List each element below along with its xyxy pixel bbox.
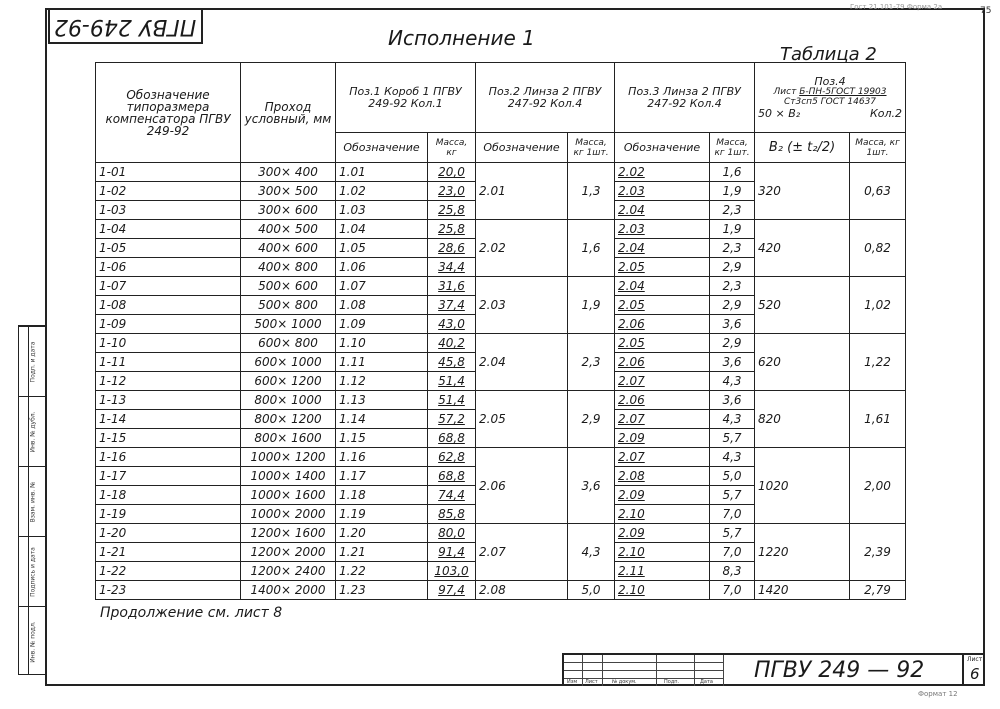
cell-pos1-designation: 1.18 xyxy=(336,486,428,505)
pos4-size: 50 × B₂ xyxy=(758,106,801,120)
cell-pos1-mass: 68,8 xyxy=(428,429,476,448)
cell-pos3-designation: 2.11 xyxy=(615,562,710,581)
cell-pos1-mass: 40,2 xyxy=(428,334,476,353)
cell-pos1-designation: 1.04 xyxy=(336,220,428,239)
table-row xyxy=(96,524,906,543)
cell-pos3-designation: 2.03 xyxy=(615,182,710,201)
cell-designation: 1-11 xyxy=(96,353,241,372)
sheet-number: 6 xyxy=(970,665,980,683)
cell-pos3-designation: 2.03 xyxy=(615,220,710,239)
format-label: Формат 12 xyxy=(918,690,958,698)
side-cell: Инв. № дубл. xyxy=(19,396,46,466)
pos4-std: Ст3сп5 ГОСТ 14637 xyxy=(783,96,877,107)
cell-pos3-designation: 2.09 xyxy=(615,524,710,543)
cell-passage: 1400× 2000 xyxy=(241,581,336,600)
col-label-doc: № докум. xyxy=(612,679,637,685)
cell-pos2-mass: 1,3 xyxy=(568,163,615,220)
cell-designation: 1-19 xyxy=(96,505,241,524)
cell-pos1-designation: 1.20 xyxy=(336,524,428,543)
cell-pos4-b2: 1020 xyxy=(755,448,850,524)
cell-passage: 1200× 2000 xyxy=(241,543,336,562)
cell-pos3-mass: 5,7 xyxy=(710,524,755,543)
cell-pos3-mass: 4,3 xyxy=(710,448,755,467)
corner-number: 75 xyxy=(980,6,992,16)
cell-pos1-mass: 51,4 xyxy=(428,372,476,391)
cell-pos3-mass: 2,3 xyxy=(710,239,755,258)
cell-pos3-mass: 2,9 xyxy=(710,296,755,315)
cell-passage: 600× 800 xyxy=(241,334,336,353)
cell-pos4-mass: 1,02 xyxy=(850,277,906,334)
cell-designation: 1-21 xyxy=(96,543,241,562)
table-row xyxy=(96,163,906,182)
cell-pos4-mass: 0,63 xyxy=(850,163,906,220)
cell-pos4-b2: 420 xyxy=(755,220,850,277)
cell-designation: 1-14 xyxy=(96,410,241,429)
cell-pos3-designation: 2.04 xyxy=(615,277,710,296)
cell-pos3-designation: 2.06 xyxy=(615,391,710,410)
cell-pos2-designation: 2.06 xyxy=(476,448,568,524)
cell-pos1-designation: 1.16 xyxy=(336,448,428,467)
cell-pos3-designation: 2.09 xyxy=(615,486,710,505)
table-row xyxy=(96,334,906,353)
cell-pos1-mass: 43,0 xyxy=(428,315,476,334)
cell-pos3-designation: 2.08 xyxy=(615,467,710,486)
cell-pos3-mass: 2,3 xyxy=(710,277,755,296)
stamp-text: ПГВУ 249-92 xyxy=(54,13,197,39)
col-label-change: Изм xyxy=(567,679,578,685)
cell-pos3-designation: 2.02 xyxy=(615,163,710,182)
cell-pos3-mass: 7,0 xyxy=(710,543,755,562)
header-designation: Обозначение типоразмера компенсатора ПГВУ 249-92 xyxy=(96,63,241,163)
sub-mass-2: Масса, кг 1шт. xyxy=(568,133,615,163)
cell-passage: 300× 500 xyxy=(241,182,336,201)
cell-pos1-designation: 1.17 xyxy=(336,467,428,486)
cell-pos3-mass: 4,3 xyxy=(710,372,755,391)
col-label-sign: Подп. xyxy=(664,679,680,685)
document-stamp xyxy=(48,8,203,44)
cell-designation: 1-03 xyxy=(96,201,241,220)
cell-pos3-designation: 2.05 xyxy=(615,296,710,315)
cell-pos3-mass: 7,0 xyxy=(710,581,755,600)
side-strip xyxy=(18,325,45,675)
cell-pos2-designation: 2.04 xyxy=(476,334,568,391)
cell-designation: 1-01 xyxy=(96,163,241,182)
document-code: ПГВУ 249 — 92 xyxy=(754,658,925,683)
cell-pos1-designation: 1.01 xyxy=(336,163,428,182)
cell-designation: 1-08 xyxy=(96,296,241,315)
cell-pos1-designation: 1.13 xyxy=(336,391,428,410)
cell-designation: 1-15 xyxy=(96,429,241,448)
cell-pos2-mass: 3,6 xyxy=(568,448,615,524)
cell-passage: 400× 500 xyxy=(241,220,336,239)
cell-passage: 500× 800 xyxy=(241,296,336,315)
cell-designation: 1-23 xyxy=(96,581,241,600)
sub-designation-3: Обозначение xyxy=(615,133,710,163)
cell-pos3-designation: 2.05 xyxy=(615,258,710,277)
sub-mass-3: Масса, кг 1шт. xyxy=(710,133,755,163)
cell-pos1-mass: 23,0 xyxy=(428,182,476,201)
table-row xyxy=(96,391,906,410)
continuation-note: Продолжение см. лист 8 xyxy=(100,605,283,621)
cell-pos2-mass: 5,0 xyxy=(568,581,615,600)
cell-pos3-designation: 2.05 xyxy=(615,334,710,353)
cell-pos3-mass: 2,9 xyxy=(710,334,755,353)
spec-table-body xyxy=(96,163,906,600)
cell-designation: 1-20 xyxy=(96,524,241,543)
cell-passage: 300× 400 xyxy=(241,163,336,182)
side-cell: Взам. инв. № xyxy=(19,466,46,536)
cell-pos3-mass: 2,3 xyxy=(710,201,755,220)
sheet-box xyxy=(962,655,985,686)
cell-pos2-designation: 2.03 xyxy=(476,277,568,334)
cell-passage: 800× 1200 xyxy=(241,410,336,429)
cell-pos1-designation: 1.22 xyxy=(336,562,428,581)
cell-passage: 800× 1000 xyxy=(241,391,336,410)
cell-designation: 1-04 xyxy=(96,220,241,239)
cell-pos4-b2: 320 xyxy=(755,163,850,220)
side-cell: Подпись и дата xyxy=(19,536,46,606)
cell-passage: 300× 600 xyxy=(241,201,336,220)
cell-passage: 400× 800 xyxy=(241,258,336,277)
cell-pos1-mass: 57,2 xyxy=(428,410,476,429)
cell-pos1-mass: 103,0 xyxy=(428,562,476,581)
col-label-sheet: Лист xyxy=(585,679,598,685)
cell-pos3-designation: 2.07 xyxy=(615,372,710,391)
cell-pos1-mass: 20,0 xyxy=(428,163,476,182)
cell-pos1-designation: 1.19 xyxy=(336,505,428,524)
cell-pos3-mass: 3,6 xyxy=(710,391,755,410)
cell-pos2-designation: 2.01 xyxy=(476,163,568,220)
cell-pos1-mass: 80,0 xyxy=(428,524,476,543)
cell-pos4-b2: 820 xyxy=(755,391,850,448)
cell-pos1-designation: 1.11 xyxy=(336,353,428,372)
cell-passage: 600× 1200 xyxy=(241,372,336,391)
header-pos1: Поз.1 Короб 1 ПГВУ 249-92 Кол.1 xyxy=(336,63,476,133)
cell-passage: 1000× 2000 xyxy=(241,505,336,524)
pos4-sheet: Лист Б-ПН-5ГОСТ 19903 xyxy=(773,86,887,97)
cell-pos1-designation: 1.12 xyxy=(336,372,428,391)
cell-pos3-mass: 7,0 xyxy=(710,505,755,524)
sub-b2: B₂ (± t₂/2) xyxy=(755,133,850,163)
cell-pos2-mass: 2,9 xyxy=(568,391,615,448)
cell-pos1-designation: 1.03 xyxy=(336,201,428,220)
cell-pos1-mass: 31,6 xyxy=(428,277,476,296)
cell-pos1-mass: 97,4 xyxy=(428,581,476,600)
col-label-date: Дата xyxy=(700,679,713,685)
cell-pos1-designation: 1.09 xyxy=(336,315,428,334)
cell-pos4-mass: 2,79 xyxy=(850,581,906,600)
sub-designation-1: Обозначение xyxy=(336,133,428,163)
form-reference: Гост 21.101-79 Форма 2а xyxy=(850,3,943,11)
sub-mass-1: Масса, кг xyxy=(428,133,476,163)
cell-pos3-mass: 2,9 xyxy=(710,258,755,277)
side-cell: Инв. № подл. xyxy=(19,606,46,676)
revision-grid xyxy=(564,655,724,686)
cell-pos2-designation: 2.08 xyxy=(476,581,568,600)
cell-pos1-designation: 1.06 xyxy=(336,258,428,277)
cell-pos1-designation: 1.21 xyxy=(336,543,428,562)
cell-pos1-designation: 1.07 xyxy=(336,277,428,296)
cell-passage: 500× 1000 xyxy=(241,315,336,334)
header-pos2: Поз.2 Линза 2 ПГВУ 247-92 Кол.4 xyxy=(476,63,615,133)
cell-pos3-mass: 1,6 xyxy=(710,163,755,182)
cell-pos2-mass: 4,3 xyxy=(568,524,615,581)
cell-pos1-mass: 74,4 xyxy=(428,486,476,505)
cell-pos2-mass: 1,9 xyxy=(568,277,615,334)
cell-passage: 1000× 1200 xyxy=(241,448,336,467)
cell-pos1-designation: 1.02 xyxy=(336,182,428,201)
sub-mass-4: Масса, кг 1шт. xyxy=(850,133,906,163)
cell-pos1-mass: 62,8 xyxy=(428,448,476,467)
cell-designation: 1-05 xyxy=(96,239,241,258)
sheet-label: Лист xyxy=(967,656,983,663)
title-block xyxy=(562,653,985,686)
cell-pos1-designation: 1.23 xyxy=(336,581,428,600)
execution-title: Исполнение 1 xyxy=(388,26,535,50)
cell-pos1-mass: 28,6 xyxy=(428,239,476,258)
cell-pos1-mass: 51,4 xyxy=(428,391,476,410)
cell-pos4-mass: 0,82 xyxy=(850,220,906,277)
cell-pos1-mass: 37,4 xyxy=(428,296,476,315)
cell-designation: 1-09 xyxy=(96,315,241,334)
cell-pos3-designation: 2.04 xyxy=(615,201,710,220)
cell-pos3-designation: 2.09 xyxy=(615,429,710,448)
cell-pos4-b2: 1420 xyxy=(755,581,850,600)
cell-pos4-b2: 520 xyxy=(755,277,850,334)
cell-pos4-b2: 1220 xyxy=(755,524,850,581)
cell-pos4-mass: 1,61 xyxy=(850,391,906,448)
cell-pos2-mass: 1,6 xyxy=(568,220,615,277)
header-pos4 xyxy=(755,63,906,133)
cell-pos3-designation: 2.04 xyxy=(615,239,710,258)
pos4-qty: Кол.2 xyxy=(869,106,903,120)
cell-pos1-designation: 1.14 xyxy=(336,410,428,429)
cell-pos1-mass: 85,8 xyxy=(428,505,476,524)
cell-passage: 800× 1600 xyxy=(241,429,336,448)
cell-pos3-mass: 5,0 xyxy=(710,467,755,486)
cell-pos1-mass: 34,4 xyxy=(428,258,476,277)
cell-pos1-mass: 91,4 xyxy=(428,543,476,562)
spec-table xyxy=(95,62,906,600)
cell-designation: 1-16 xyxy=(96,448,241,467)
cell-pos3-designation: 2.10 xyxy=(615,543,710,562)
cell-pos3-designation: 2.10 xyxy=(615,505,710,524)
pos4-title: Поз.4 xyxy=(814,74,846,88)
cell-designation: 1-07 xyxy=(96,277,241,296)
cell-pos3-designation: 2.06 xyxy=(615,353,710,372)
cell-designation: 1-10 xyxy=(96,334,241,353)
sub-designation-2: Обозначение xyxy=(476,133,568,163)
cell-pos4-mass: 1,22 xyxy=(850,334,906,391)
cell-pos3-mass: 5,7 xyxy=(710,429,755,448)
cell-pos3-designation: 2.07 xyxy=(615,448,710,467)
cell-passage: 500× 600 xyxy=(241,277,336,296)
table-row xyxy=(96,448,906,467)
cell-pos3-designation: 2.06 xyxy=(615,315,710,334)
side-cell: Подп. и дата xyxy=(19,326,46,396)
header-passage: Проход условный, мм xyxy=(241,63,336,163)
cell-pos3-mass: 4,3 xyxy=(710,410,755,429)
cell-passage: 1200× 1600 xyxy=(241,524,336,543)
cell-pos4-mass: 2,00 xyxy=(850,448,906,524)
table-row xyxy=(96,277,906,296)
cell-pos2-mass: 2,3 xyxy=(568,334,615,391)
cell-pos2-designation: 2.02 xyxy=(476,220,568,277)
cell-pos1-mass: 68,8 xyxy=(428,467,476,486)
cell-pos3-mass: 1,9 xyxy=(710,182,755,201)
table-title: Таблица 2 xyxy=(780,44,877,65)
cell-pos2-designation: 2.05 xyxy=(476,391,568,448)
cell-pos1-mass: 25,8 xyxy=(428,201,476,220)
cell-pos3-mass: 8,3 xyxy=(710,562,755,581)
cell-pos1-mass: 25,8 xyxy=(428,220,476,239)
cell-designation: 1-06 xyxy=(96,258,241,277)
cell-designation: 1-17 xyxy=(96,467,241,486)
cell-passage: 1000× 1400 xyxy=(241,467,336,486)
cell-passage: 600× 1000 xyxy=(241,353,336,372)
cell-designation: 1-12 xyxy=(96,372,241,391)
cell-designation: 1-02 xyxy=(96,182,241,201)
cell-pos3-mass: 3,6 xyxy=(710,315,755,334)
cell-pos3-mass: 1,9 xyxy=(710,220,755,239)
cell-pos2-designation: 2.07 xyxy=(476,524,568,581)
cell-designation: 1-22 xyxy=(96,562,241,581)
cell-pos1-designation: 1.08 xyxy=(336,296,428,315)
cell-pos1-designation: 1.05 xyxy=(336,239,428,258)
cell-pos3-mass: 3,6 xyxy=(710,353,755,372)
cell-pos3-mass: 5,7 xyxy=(710,486,755,505)
cell-pos4-mass: 2,39 xyxy=(850,524,906,581)
cell-designation: 1-18 xyxy=(96,486,241,505)
cell-pos4-b2: 620 xyxy=(755,334,850,391)
cell-pos3-designation: 2.07 xyxy=(615,410,710,429)
cell-pos3-designation: 2.10 xyxy=(615,581,710,600)
cell-passage: 1200× 2400 xyxy=(241,562,336,581)
table-row xyxy=(96,220,906,239)
cell-pos1-mass: 45,8 xyxy=(428,353,476,372)
cell-passage: 1000× 1600 xyxy=(241,486,336,505)
cell-designation: 1-13 xyxy=(96,391,241,410)
cell-pos1-designation: 1.15 xyxy=(336,429,428,448)
table-row xyxy=(96,581,906,600)
cell-passage: 400× 600 xyxy=(241,239,336,258)
header-pos3: Поз.3 Линза 2 ПГВУ 247-92 Кол.4 xyxy=(615,63,755,133)
cell-pos1-designation: 1.10 xyxy=(336,334,428,353)
